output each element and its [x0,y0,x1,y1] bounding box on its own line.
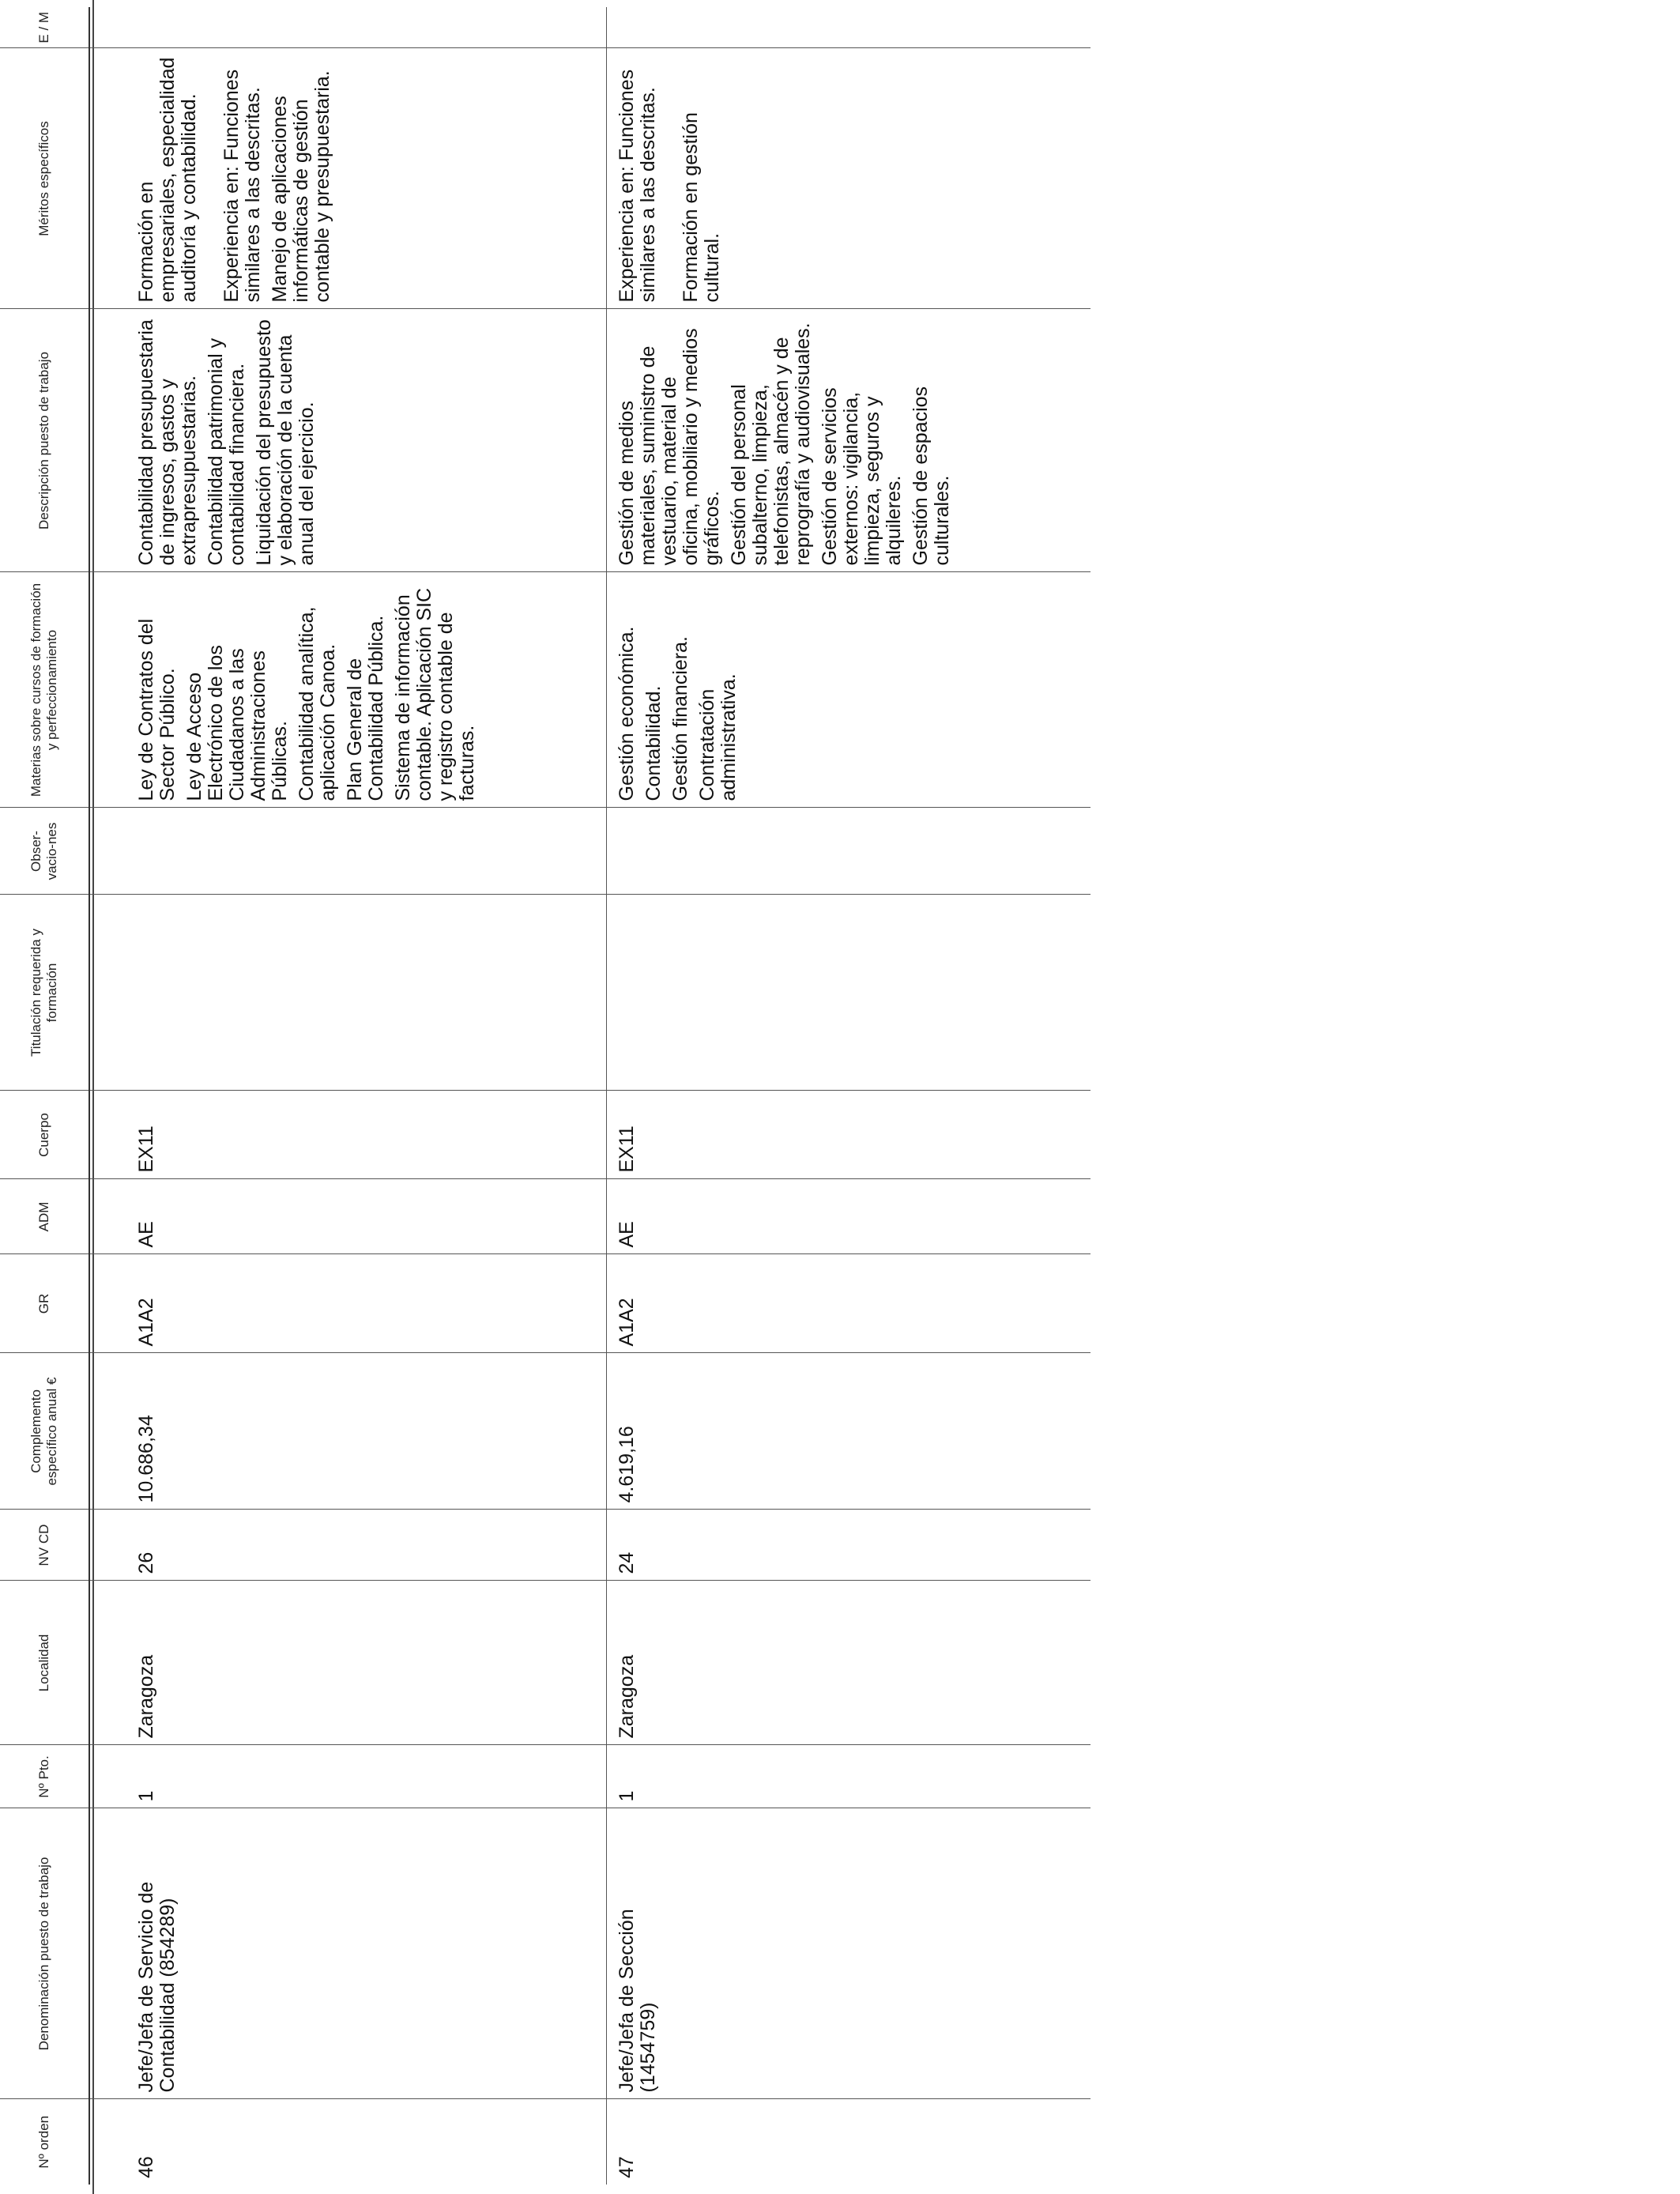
header-denominacion: Denominación puesto de trabajo [0,1808,89,2099]
header-em: E / M [0,7,89,48]
header-gr: GR [0,1254,89,1353]
materia-item: Contabilidad. [642,685,665,801]
materia-item: Gestión económica. [616,626,638,801]
descripcion-item: Gestión del personal subalterno, limpieza, telefonistas, almacén y de reprografía y audiovisuales. [728,322,814,566]
cell-num-pto: 1 [89,1745,607,1808]
cell-gr: A1A2 [89,1254,607,1353]
cell-nv-cd: 24 [607,1510,1091,1581]
materia-item: Ley de Acceso Electrónico de los Ciudadanos a las Administraciones Públicas. [183,645,291,801]
cell-meritos [89,48,607,309]
cell-descripcion [89,309,607,572]
header-nv-cd: NV CD [0,1510,89,1581]
header-row [0,7,89,2185]
header-meritos: Méritos específicos [0,48,89,309]
merito-formacion: Formación en empresariales, especialidad auditoría y contabilidad. [135,57,200,303]
cell-complemento: 4.619,16 [607,1353,1091,1510]
materia-item: Gestión financiera. [669,636,691,801]
header-num-pto: Nº Pto. [0,1745,89,1808]
header-localidad: Localidad [0,1581,89,1745]
cell-num-pto: 1 [607,1745,1091,1808]
cell-orden: 46 [135,2156,157,2178]
header-adm: ADM [0,1179,89,1254]
cell-cuerpo: EX11 [607,1091,1091,1179]
header-observaciones: Obser-vacio-nes [0,808,89,895]
header-orden: Nº orden [0,2099,89,2185]
job-positions-table [0,7,1090,2185]
cell-nv-cd: 26 [89,1510,607,1581]
materia-item: Contabilidad analítica, aplicación Canoa. [296,606,339,801]
header-complemento: Complemento específico anual € [0,1353,89,1510]
cell-observaciones [89,808,607,895]
table-row [89,7,607,2185]
cell-orden: 47 [607,2099,1091,2185]
cell-em [89,7,607,48]
merito-formacion: Formación en gestión cultural. [680,112,723,303]
cell-cuerpo: EX11 [89,1091,607,1179]
descripcion-item: Gestión de servicios externos: vigilancia, limpieza, seguros y alquileres. [819,387,905,566]
table-row [607,7,1091,2185]
materia-item: Plan General de Contabilidad Pública. [344,615,387,801]
cell-materias [607,572,1091,808]
merito-experiencia: Experiencia en: Funciones similares a las descritas. [616,69,659,303]
cell-meritos [607,48,1091,309]
materia-item: Ley de Contratos del Sector Público. [135,618,179,801]
header-materias: Materias sobre cursos de formación y perfeccionamiento [0,572,89,808]
cell-denominacion: Jefe/Jefa de Servicio de Contabilidad (854289) [89,1808,607,2099]
descripcion-item: Gestión de medios materiales, suministro de vestuario, material de oficina, mobiliario y medios gráficos. [616,328,723,566]
cell-localidad: Zaragoza [89,1581,607,1745]
materia-item: Contratación administrativa. [696,673,740,801]
cell-adm: AE [89,1179,607,1254]
cell-titulacion [607,895,1091,1091]
merito-experiencia: Experiencia en: Funciones similares a las descritas. [220,69,264,303]
descripcion-item: Liquidación del presupuesto y elaboración de la cuenta anual del ejercicio. [253,319,318,566]
cell-localidad: Zaragoza [607,1581,1091,1745]
cell-adm: AE [607,1179,1091,1254]
cell-em [607,7,1091,48]
cell-titulacion [89,895,607,1091]
cell-complemento: 10.686,34 [89,1353,607,1510]
cell-observaciones [607,808,1091,895]
descripcion-item: Contabilidad presupuestaria de ingresos, gastos y extrapresupuestarias. [135,319,200,566]
materia-item: Sistema de información contable. Aplicación SIC y registro contable de facturas. [392,587,478,801]
header-cuerpo: Cuerpo [0,1091,89,1179]
cell-denominacion: Jefe/Jefa de Sección (1454759) [607,1808,1091,2099]
header-titulacion: Titulación requerida y formación [0,895,89,1091]
descripcion-item: Contabilidad patrimonial y contabilidad financiera. [205,337,248,566]
cell-gr: A1A2 [607,1254,1091,1353]
header-descripcion: Descripción puesto de trabajo [0,309,89,572]
descripcion-item: Gestión de espacios culturales. [910,386,953,566]
cell-materias [89,572,607,808]
merito-manejo: Manejo de aplicaciones informáticas de gestión contable y presupuestaria. [269,70,333,303]
cell-descripcion [607,309,1091,572]
